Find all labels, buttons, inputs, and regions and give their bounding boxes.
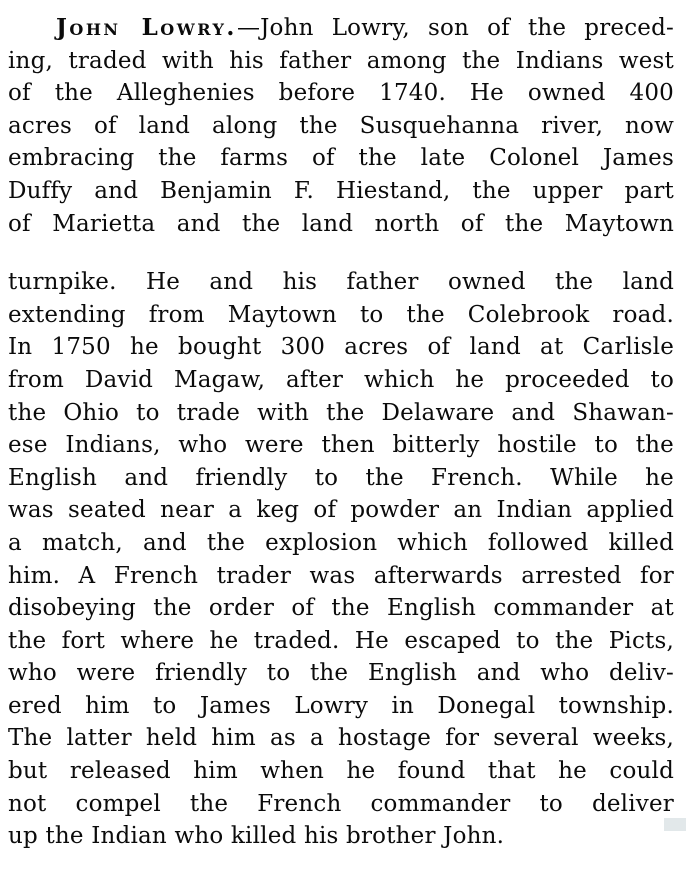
paragraph-1: [8, 12, 674, 240]
text-line: a match, and the explosion which followed killed: [8, 529, 674, 556]
text-line: up the Indian who killed his brother John.: [8, 823, 505, 850]
text-line: The latter held him as a hostage for several weeks,: [8, 725, 674, 752]
text-line: disobeying the order of the English commander at: [8, 595, 674, 622]
text-line: was seated near a keg of powder an Indian applied: [8, 497, 674, 524]
text-line: ing, traded with his father among the Indians west: [8, 47, 674, 74]
text-line: but released him when he found that he could: [8, 758, 674, 785]
text-line: embracing the farms of the late Colonel James: [8, 145, 674, 172]
text-line: acres of land along the Susquehanna river, now: [8, 112, 674, 139]
text-line: from David Magaw, after which he proceeded to: [8, 366, 674, 393]
text-line: Duffy and Benjamin F. Hiestand, the upper part: [8, 177, 674, 204]
text-line: extending from Maytown to the Colebrook road.: [8, 301, 674, 328]
scan-artifact: [664, 818, 686, 831]
text-line: of the Alleghenies before 1740. He owned 400: [8, 80, 674, 107]
text-line: not compel the French commander to deliver: [8, 790, 674, 817]
text-line: English and friendly to the French. While he: [8, 464, 674, 491]
paragraph-2: [8, 266, 674, 853]
text-line: the Ohio to trade with the Delaware and Shawan-: [8, 399, 674, 426]
text-line: who were friendly to the English and who deliv-: [8, 660, 674, 687]
text-line: him. A French trader was afterwards arrested for: [8, 562, 674, 589]
text-line: ered him to James Lowry in Donegal township.: [8, 692, 674, 719]
text-line: ese Indians, who were then bitterly hostile to the: [8, 432, 674, 459]
text-line: the fort where he traded. He escaped to the Picts,: [8, 627, 674, 654]
text-line: of Marietta and the land north of the Maytown: [8, 210, 674, 237]
heading-line-rest: —John Lowry, son of the preced-: [236, 15, 674, 41]
text-line: turnpike. He and his father owned the land: [8, 269, 674, 296]
text-line: [8, 12, 674, 45]
scanned-page: [8, 12, 674, 853]
section-heading: John Lowry.: [56, 14, 237, 41]
text-line: In 1750 he bought 300 acres of land at Carlisle: [8, 334, 674, 361]
